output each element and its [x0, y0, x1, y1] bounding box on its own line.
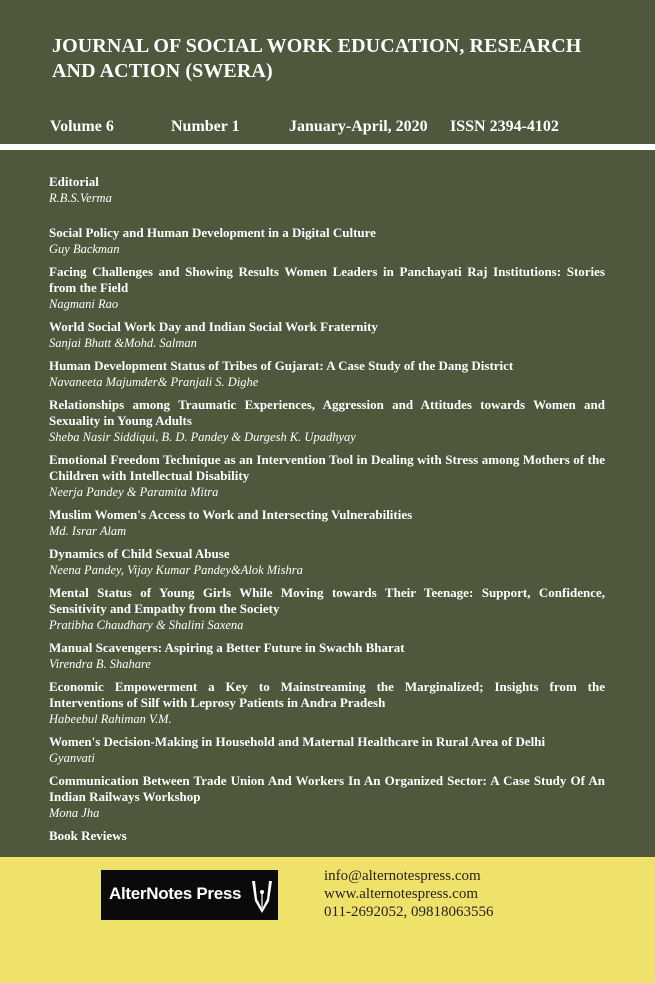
journal-title-line-2: AND ACTION (SWERA) [52, 60, 273, 82]
toc-article-author: Nagmani Rao [49, 297, 119, 311]
toc-article-title: Relationships among Traumatic Experiences, Aggression and Attitudes towards Women and Sexuality in Young Adults [49, 397, 605, 428]
toc-article-title: Muslim Women's Access to Work and Intersecting Vulnerabilities [49, 507, 413, 522]
publisher-logo [101, 870, 278, 920]
toc-article-author: Virendra B. Shahare [49, 657, 151, 671]
toc-entry [49, 358, 605, 390]
toc-entry [49, 679, 605, 727]
toc-entry [49, 225, 605, 257]
toc-entry [49, 507, 605, 539]
toc-entry [49, 264, 605, 312]
toc-article-author: Md. Israr Alam [49, 524, 127, 538]
toc-article-title: World Social Work Day and Indian Social Work Fraternity [49, 319, 378, 334]
toc-entry [49, 174, 605, 206]
toc-article-author: Neerja Pandey & Paramita Mitra [49, 485, 219, 499]
toc-article-author: Neena Pandey, Vijay Kumar Pandey&Alok Mishra [49, 563, 303, 577]
toc-article-author: Sheba Nasir Siddiqui, B. D. Pandey & Durgesh K. Upadhyay [49, 430, 356, 444]
journal-title [52, 34, 612, 84]
toc-entry [49, 773, 605, 821]
toc-article-title: Women's Decision-Making in Household and Maternal Healthcare in Rural Area of Delhi [49, 734, 546, 749]
toc-entry [49, 585, 605, 633]
issue-info-row [47, 118, 627, 138]
toc-entry [49, 546, 605, 578]
toc-article-author: Pratibha Chaudhary & Shalini Saxena [49, 618, 244, 632]
volume: Volume 6 [50, 118, 114, 135]
toc-article-title: Emotional Freedom Technique as an Intervention Tool in Dealing with Stress among Mothers of the Children with Intellectual Disability [49, 452, 605, 483]
toc-article-author: R.B.S.Verma [49, 191, 112, 205]
toc-article-author: Navaneeta Majumder& Pranjali S. Dighe [49, 375, 259, 389]
toc-article-title: Economic Empowerment a Key to Mainstreaming the Marginalized; Insights from the Interventions of Silf with Leprosy Patients in Andra Pradesh [49, 679, 605, 710]
publisher-contact [324, 867, 493, 921]
issue-period: January-April, 2020 [289, 118, 428, 135]
toc-entry [49, 828, 605, 844]
header-divider [0, 144, 655, 150]
toc-entry [49, 319, 605, 351]
toc-entry [49, 640, 605, 672]
toc-article-title: Communication Between Trade Union And Workers In An Organized Sector: A Case Study Of An Indian Railways Workshop [49, 773, 605, 804]
issn: ISSN 2394-4102 [450, 118, 559, 135]
toc-article-title: Manual Scavengers: Aspiring a Better Future in Swachh Bharat [49, 640, 405, 655]
toc-article-author: Guy Backman [49, 242, 120, 256]
toc-entry [49, 452, 605, 500]
toc-article-title: Social Policy and Human Development in a Digital Culture [49, 225, 376, 240]
publisher-footer [0, 857, 655, 983]
publisher-logo-text: AlterNotes Press [109, 884, 242, 903]
toc-article-author: Mona Jha [49, 806, 100, 820]
issue-number: Number 1 [171, 118, 240, 135]
contact-email[interactable]: info@alternotespress.com [324, 868, 481, 884]
toc-article-author: Habeebul Rahiman V.M. [49, 712, 172, 726]
toc-article-title: Human Development Status of Tribes of Gujarat: A Case Study of the Dang District [49, 358, 514, 373]
toc-article-title: Mental Status of Young Girls While Moving towards Their Teenage: Support, Confidence, Sensitivity and Empathy from the Society [49, 585, 605, 616]
contact-website[interactable]: www.alternotespress.com [324, 886, 478, 902]
toc-article-title: Editorial [49, 174, 99, 189]
toc-article-title: Facing Challenges and Showing Results Women Leaders in Panchayati Raj Institutions: Stories from the Field [49, 264, 605, 295]
toc-article-author: Gyanvati [49, 751, 95, 765]
toc-article-author: Sanjai Bhatt &Mohd. Salman [49, 336, 197, 350]
contact-phone: 011-2692052, 09818063556 [324, 904, 494, 920]
toc-article-title: Dynamics of Child Sexual Abuse [49, 546, 230, 561]
toc-article-title: Book Reviews [49, 828, 127, 843]
toc-entry [49, 397, 605, 445]
pen-nib-icon [249, 879, 275, 915]
table-of-contents [49, 174, 605, 851]
journal-title-line-1: JOURNAL OF SOCIAL WORK EDUCATION, RESEARCH [52, 35, 582, 57]
journal-header [0, 0, 655, 150]
toc-entry [49, 734, 605, 766]
